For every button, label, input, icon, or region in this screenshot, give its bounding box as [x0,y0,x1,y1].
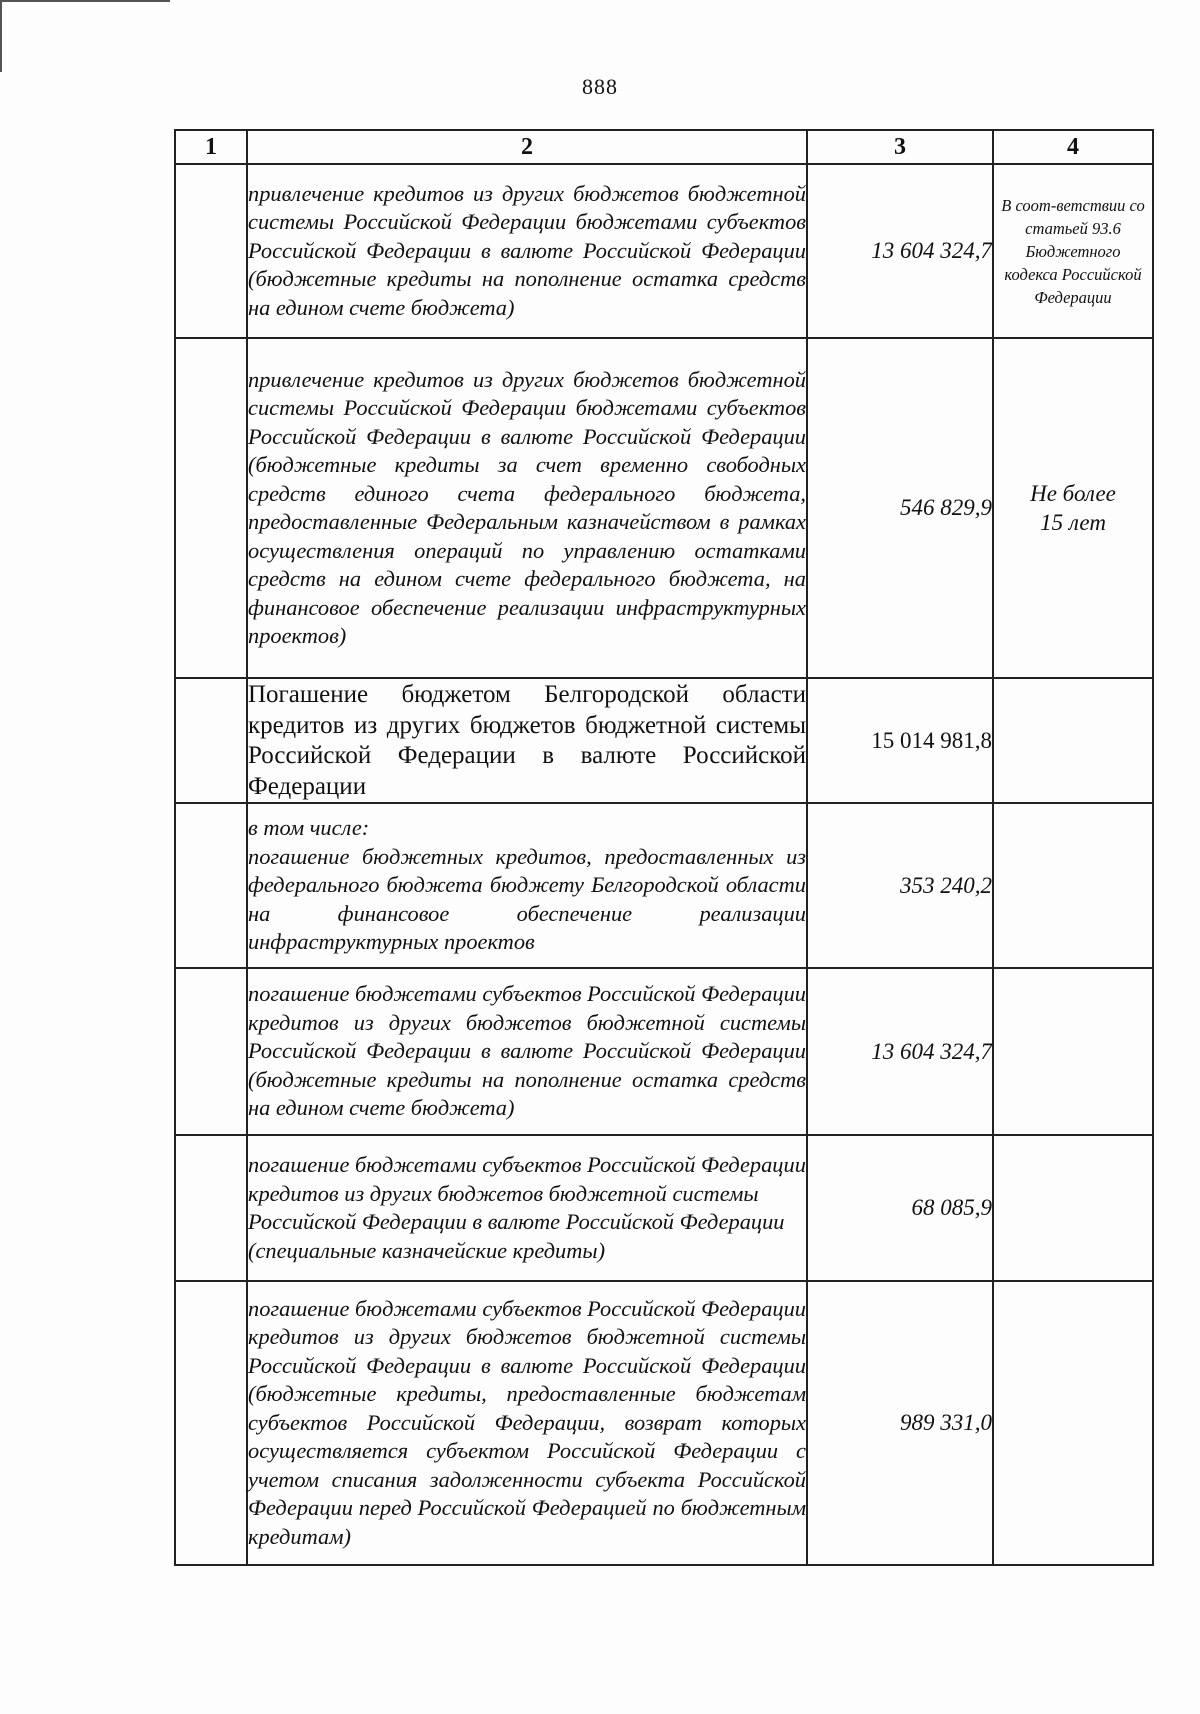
row-amount: 546 829,9 [807,338,993,678]
row-number-cell [175,803,247,968]
row-description: погашение бюджетами субъектов Российской Федерации кредитов из других бюджетов бюджетной системы Российской Федерации в валюте Российской Федерации (специальные казначейские кредиты) [247,1135,807,1281]
row-number-cell [175,968,247,1135]
row-description-lead: в том числе: [248,815,370,841]
row-term [993,968,1153,1135]
budget-table [174,129,1154,1566]
row-description: Погашение бюджетом Белгородской области кредитов из других бюджетов бюджетной системы Российской Федерации в валюте Российской Федерации [247,678,807,803]
row-term: Не более 15 лет [993,338,1153,678]
row-description: привлечение кредитов из других бюджетов бюджетной системы Российской Федерации бюджетами субъектов Российской Федерации в валюте Российской Федерации (бюджетные кредиты на пополнение остатка средств на едином счете бюджета) [247,164,807,338]
row-description: привлечение кредитов из других бюджетов бюджетной системы Российской Федерации бюджетами субъектов Российской Федерации в валюте Российской Федерации (бюджетные кредиты за счет временно свободных средств единого счета федерального бюджета, предоставленные Федеральным казначейством в рамках осуществления операций по управлению остатками средств на едином счете федерального бюджета, на финансовое обеспечение реализации инфраструктурных проектов) [247,338,807,678]
table-row [175,803,1153,968]
table-row [175,1135,1153,1281]
table-row [175,338,1153,678]
row-description: погашение бюджетами субъектов Российской Федерации кредитов из других бюджетов бюджетной системы Российской Федерации в валюте Российской Федерации (бюджетные кредиты на пополнение остатка средств на едином счете бюджета) [247,968,807,1135]
row-amount: 15 014 981,8 [807,678,993,803]
row-number-cell [175,1281,247,1565]
row-description: погашение бюджетами субъектов Российской Федерации кредитов из других бюджетов бюджетной системы Российской Федерации в валюте Российской Федерации (бюджетные кредиты, предоставленные бюджетам субъектов Российской Федерации, возврат которых осуществляется субъектом Российской Федерации с учетом списания задолженности субъекта Российской Федерации перед Российской Федерацией по бюджетным кредитам) [247,1281,807,1565]
table-header-row [175,130,1153,164]
row-amount: 353 240,2 [807,803,993,968]
row-term [993,1281,1153,1565]
row-term [993,678,1153,803]
row-amount: 989 331,0 [807,1281,993,1565]
page-number: 888 [582,74,618,99]
row-amount: 68 085,9 [807,1135,993,1281]
row-number-cell [175,164,247,338]
header-col-1: 1 [175,130,247,164]
header-col-2: 2 [247,130,807,164]
row-number-cell [175,338,247,678]
row-amount: 13 604 324,7 [807,164,993,338]
row-term [993,1135,1153,1281]
header-col-3: 3 [807,130,993,164]
table-row [175,164,1153,338]
row-number-cell [175,678,247,803]
table-row [175,968,1153,1135]
header-col-4: 4 [993,130,1153,164]
row-term [993,803,1153,968]
row-number-cell [175,1135,247,1281]
row-amount: 13 604 324,7 [807,968,993,1135]
table-row [175,678,1153,803]
table-row [175,1281,1153,1565]
scan-edge-left [0,0,2,72]
scan-edge-top [0,0,170,2]
row-term: В соот-ветствии со статьей 93.6 Бюджетного кодекса Российской Федерации [993,164,1153,338]
row-description-cell [247,803,807,968]
row-description: погашение бюджетных кредитов, предоставленных из федерального бюджета бюджету Белгородской области на финансовое обеспечение реализации инфраструктурных проектов [248,843,806,955]
